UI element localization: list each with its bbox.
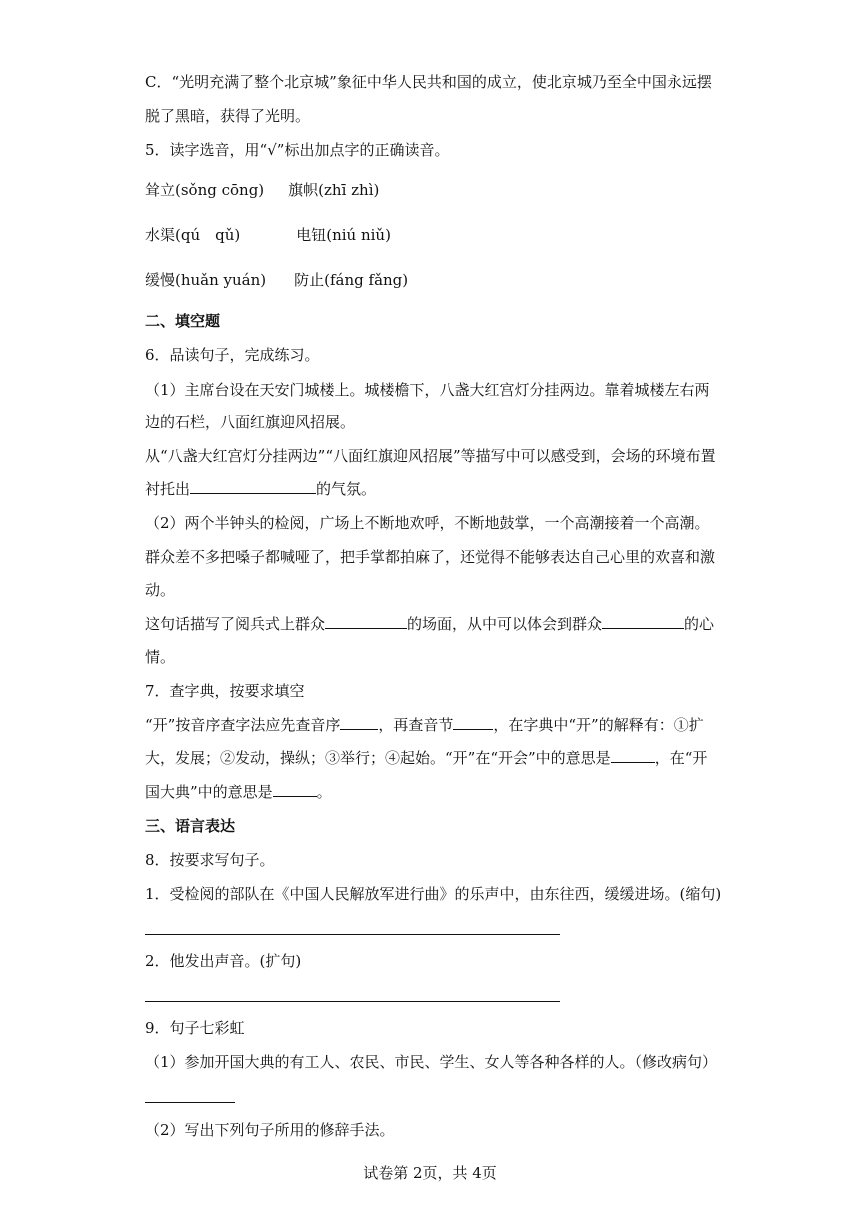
q5-item-songli: 耸立(sǒng cōng): [145, 181, 265, 199]
q6-p1-question-line1: 从“八盏大红宫灯分挂两边”“八面红旗迎风招展”等描写中可以感受到，会场的环境布置: [145, 447, 716, 465]
q5-item-qizhi: 旗帜(zhī zhì): [288, 181, 380, 199]
answer-blank-atmosphere[interactable]: [190, 479, 316, 494]
q8-title: 8．按要求写句子。: [145, 851, 275, 869]
q6-p2-question-line2: 情。: [145, 648, 176, 666]
q5-item-fangzhi: 防止(fáng fǎng): [294, 271, 409, 289]
q9-sentence1: （1）参加开国大典的有工人、农民、市民、学生、女人等各种各样的人。（修改病句）: [145, 1053, 718, 1071]
q4-option-c-line1: C．“光明充满了整个北京城”象征中华人民共和国的成立，使北京城乃至全中国永远摆: [145, 73, 712, 91]
q5-title: 5．读字选音，用“√”标出加点字的正确读音。: [145, 141, 450, 159]
answer-blank-scene[interactable]: [325, 614, 407, 629]
q7-title: 7．查字典，按要求填空: [145, 682, 305, 700]
q9-title: 9．句子七彩虹: [145, 1019, 245, 1037]
q7-line3: 国大典”中的意思是 。: [145, 783, 332, 801]
answer-blank-ceremony-meaning[interactable]: [273, 782, 317, 797]
q9-sentence2: （2）写出下列句子所用的修辞手法。: [145, 1121, 395, 1139]
answer-line-q9-1[interactable]: [145, 1102, 235, 1103]
q6-title: 6．品读句子，完成练习。: [145, 346, 320, 364]
q6-p1-line1: （1）主席台设在天安门城楼上。城楼檐下，八盏大红宫灯分挂两边。靠着城楼左右两: [145, 381, 710, 399]
q8-sentence1: 1．受检阅的部队在《中国人民解放军进行曲》的乐声中，由东往西，缓缓进场。(缩句): [145, 885, 722, 903]
q7-line1: “开”按音序查字法应先查音序 ，再查音节 ，在字典中“开”的解释有：①扩: [145, 716, 704, 734]
answer-blank-syllable[interactable]: [453, 715, 493, 730]
q5-item-huanman: 缓慢(huǎn yuán): [145, 271, 267, 289]
answer-line-q8-2[interactable]: [145, 1001, 560, 1002]
q6-p2-question-line1: 这句话描写了阅兵式上群众 的场面，从中可以体会到群众 的心: [145, 615, 715, 633]
q6-p1-line2: 边的石栏，八面红旗迎风招展。: [145, 413, 356, 431]
q5-row1: [145, 180, 379, 200]
q6-p2-line2: 群众差不多把嗓子都喊哑了，把手掌都拍麻了，还觉得不能够表达自己心里的欢喜和激: [145, 548, 716, 566]
section-2-heading: 二、填空题: [145, 312, 221, 330]
answer-line-q8-1[interactable]: [145, 934, 560, 935]
section-3-heading: 三、语言表达: [145, 817, 236, 835]
q5-row2: [145, 225, 391, 245]
q5-item-shuiqu: 水渠(qú qǔ): [145, 226, 241, 244]
q6-p2-line1: （2）两个半钟头的检阅，广场上不断地欢呼，不断地鼓掌，一个高潮接着一个高潮。: [145, 514, 710, 532]
page-footer: 试卷第 2页，共 4页: [363, 1164, 497, 1182]
q8-sentence2: 2．他发出声音。(扩句): [145, 952, 302, 970]
q4-option-c-line2: 脱了黑暗，获得了光明。: [145, 107, 311, 125]
q5-row3: [145, 270, 408, 290]
answer-blank-mood[interactable]: [602, 614, 684, 629]
q5-item-dianniu: 电钮(niú niǔ): [296, 226, 391, 244]
q7-line2: 大，发展；②发动，操纵；③举行；④起始。“开”在“开会”中的意思是 ，在“开: [145, 749, 708, 767]
answer-blank-initial[interactable]: [340, 715, 378, 730]
q6-p1-question-line2: 衬托出 的气氛。: [145, 480, 377, 498]
q6-p2-line3: 动。: [145, 581, 176, 599]
answer-blank-meeting-meaning[interactable]: [611, 748, 655, 763]
